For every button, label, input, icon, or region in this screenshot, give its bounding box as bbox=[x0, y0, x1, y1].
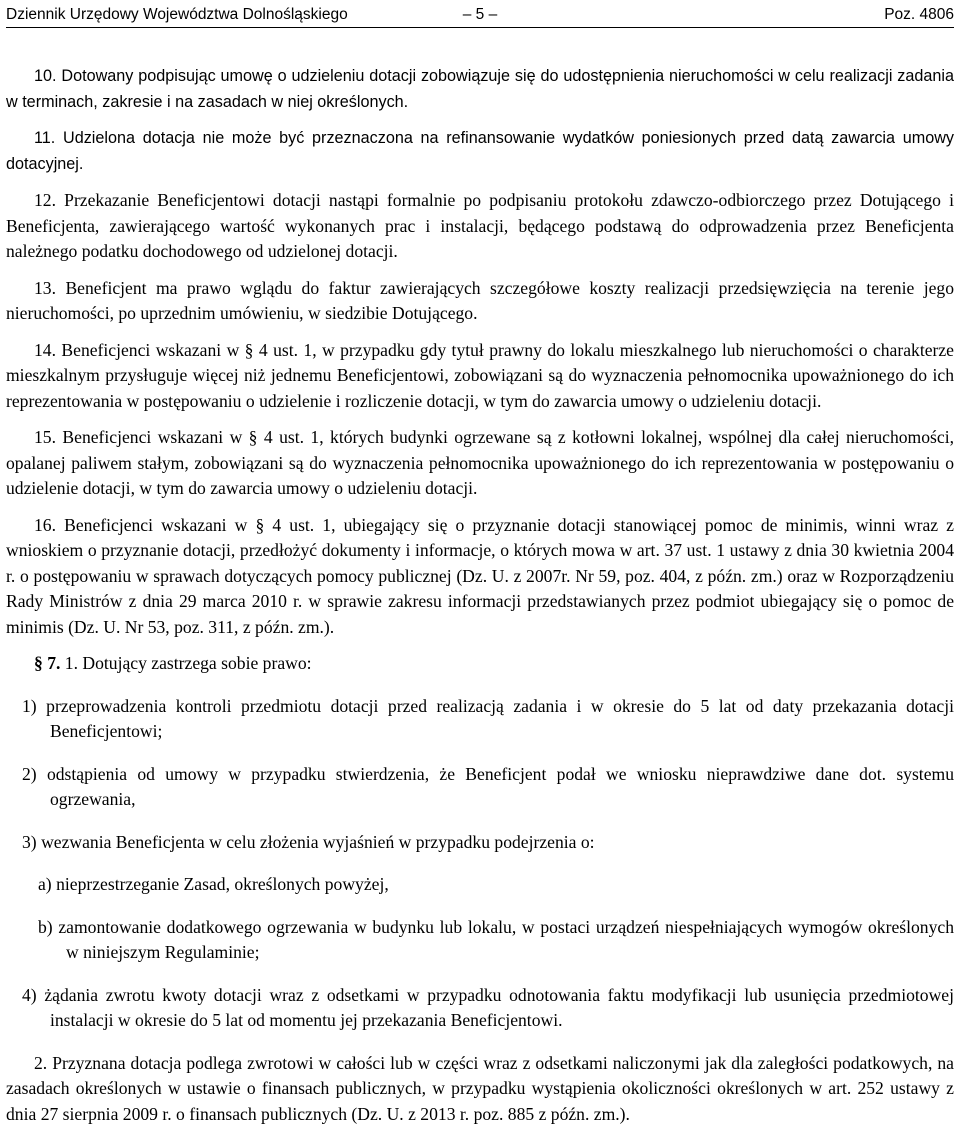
paragraph-text: Udzielona dotacja nie może być przeznaczona na refinansowanie wydatków poniesionych przed datą zawarcia umowy dotacyjnej. bbox=[6, 129, 955, 173]
paragraph-number: 12. bbox=[34, 190, 56, 210]
paragraph-15 bbox=[6, 425, 954, 502]
list-item-3 bbox=[22, 830, 954, 856]
list-subitem-b bbox=[38, 915, 954, 966]
list-item-text: wezwania Beneficjenta w celu złożenia wyjaśnień w przypadku podejrzenia o: bbox=[41, 831, 595, 852]
paragraph-number: 15. bbox=[34, 427, 56, 447]
list-item-1 bbox=[22, 694, 954, 745]
paragraph-text: Beneficjent ma prawo wglądu do faktur zawierających szczegółowe koszty realizacji przedsięwzięcia na terenie jego nieruchomości, po uprzednim umówieniu, w siedzibie Dotującego. bbox=[6, 277, 954, 323]
paragraph-text: Przekazanie Beneficjentowi dotacji nastąpi formalnie po podpisaniu protokołu zdawczo-odbiorczego przez Dotującego i Beneficjenta, zawierającego wartość wykonanych prac i instalacji, będącego podstawą do odprowadzenia przez Beneficjenta należnego podatku dochodowego od udzielonej dotacji. bbox=[6, 190, 954, 261]
list-item-text: żądania zwrotu kwoty dotacji wraz z odsetkami w przypadku odnotowania faktu modyfikacji lub usunięcia przedmiotowej instalacji w okresie do 5 lat od momentu jej przekazania Beneficjentowi. bbox=[44, 984, 955, 1030]
paragraph-10 bbox=[6, 64, 954, 115]
journal-title: Dziennik Urzędowy Województwa Dolnośląskiego bbox=[6, 6, 348, 23]
paragraph-14 bbox=[6, 338, 954, 415]
paragraph-number: 13. bbox=[34, 277, 56, 298]
list-subitem-text: zamontowanie dodatkowego ogrzewania w budynku lub lokalu, w postaci urządzeń niespełniających wymogów określonych w niniejszym Regulaminie; bbox=[58, 916, 955, 962]
list-subitem-label: b) bbox=[38, 916, 53, 937]
section-mark: § 7. bbox=[34, 653, 61, 673]
list-subitem-label: a) bbox=[38, 874, 52, 894]
paragraph-number: 11. bbox=[34, 129, 56, 147]
document-body bbox=[6, 64, 954, 1127]
list-item-text: odstąpienia od umowy w przypadku stwierdzenia, że Beneficjent podał we wniosku nieprawdziwe dane dot. systemu ogrzewania, bbox=[46, 763, 954, 809]
paragraph-text: Przyznana dotacja podlega zwrotowi w całości lub w części wraz z odsetkami naliczonymi jak dla zaległości podatkowych, na zasadach określonych w ustawie o finansach publicznych, w przypadku wystąpienia okoliczności określonych w art. 252 ustawy z dnia 27 sierpnia 2009 r. o finansach publicznych (Dz. U. z 2013 r. poz. 885 z późn. zm.). bbox=[6, 1052, 954, 1124]
paragraph-text: Dotowany podpisując umowę o udzieleniu dotacji zobowiązuje się do udostępnienia nieruchomości w celu realizacji zadania w terminach, zakresie i na zasadach w niej określonych. bbox=[6, 67, 954, 111]
list-item-label: 1) bbox=[22, 695, 37, 716]
list-item-label: 4) bbox=[22, 984, 37, 1005]
paragraph-number: 16. bbox=[34, 514, 56, 535]
paragraph-text: Beneficjenci wskazani w § 4 ust. 1, w przypadku gdy tytuł prawny do lokalu mieszkalnego lub nieruchomości o charakterze mieszkalnym przysługuje więcej niż jednemu Beneficjentowi, zobowiązani są do wyznaczenia pełnomocnika upoważnionego do ich reprezentowania w postępowaniu o udzielenie i rozliczenie dotacji, w tym do zawarcia umowy o udzieleniu dotacji. bbox=[6, 339, 954, 411]
list-item-4 bbox=[22, 983, 954, 1034]
paragraph-16 bbox=[6, 513, 954, 641]
paragraph-12 bbox=[6, 188, 954, 265]
list-subitem-text: nieprzestrzeganie Zasad, określonych powyżej, bbox=[56, 874, 389, 894]
paragraph-13 bbox=[6, 276, 954, 327]
paragraph-text: Beneficjenci wskazani w § 4 ust. 1, których budynki ogrzewane są z kotłowni lokalnej, wspólnej dla całej nieruchomości, opalanej paliwem stałym, zobowiązani są do wyznaczenia pełnomocnika upoważnionego do ich reprezentowania w postępowaniu o udzielenie dotacji, w tym do zawarcia umowy o udzieleniu dotacji. bbox=[6, 427, 954, 498]
list-item-label: 3) bbox=[22, 831, 37, 852]
section-lead-number: 1. bbox=[64, 653, 78, 673]
list-subitem-a bbox=[38, 872, 954, 898]
paragraph-number: 14. bbox=[34, 339, 56, 360]
section-7-point-2 bbox=[6, 1051, 954, 1128]
section-lead-text: Dotujący zastrzega sobie prawo: bbox=[82, 653, 312, 673]
page-header bbox=[6, 0, 954, 28]
list-item-text: przeprowadzenia kontroli przedmiotu dotacji przed realizacją zadania i w okresie do 5 lat od daty przekazania dotacji Beneficjentowi; bbox=[46, 695, 954, 741]
list-item-2 bbox=[22, 762, 954, 813]
page-marker: – 5 – bbox=[462, 6, 498, 23]
section-7-heading bbox=[6, 651, 954, 677]
paragraph-text: Beneficjenci wskazani w § 4 ust. 1, ubiegający się o przyznanie dotacji stanowiącej pomoc de minimis, winni wraz z wnioskiem o przyznanie dotacji, przedłożyć dokumenty i informacje, o których mowa w art. 37 ust. 1 ustawy z dnia 30 kwietnia 2004 r. o postępowaniu w sprawach dotyczących pomocy publicznej (Dz. U. z 2007r. Nr 59, poz. 404, z późn. zm.) oraz w Rozporządzeniu Rady Ministrów z dnia 29 marca 2010 r. w sprawie zakresu informacji przedstawianych przez podmiot ubiegający się o pomoc de minimis (Dz. U. Nr 53, poz. 311, z późn. zm.). bbox=[6, 514, 954, 637]
paragraph-number: 10. bbox=[34, 67, 57, 85]
paragraph-11 bbox=[6, 126, 954, 177]
position-number: Poz. 4806 bbox=[884, 6, 954, 23]
paragraph-number: 2. bbox=[34, 1052, 48, 1073]
list-item-label: 2) bbox=[22, 763, 37, 784]
